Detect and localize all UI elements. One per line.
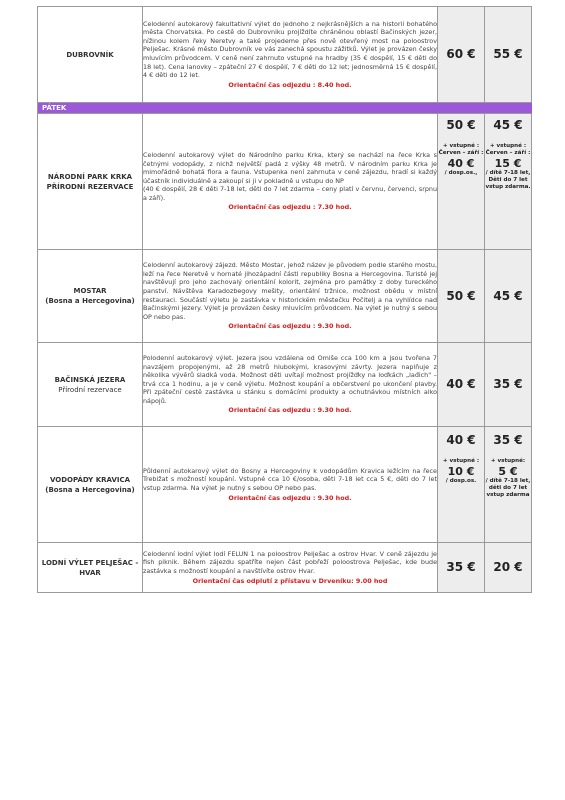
trip-description: Polodenní autokarový výlet. Jezera jsou vzdálena od Omiše cca 100 km a jsou tvořena 7 navzájem propojenými, až 28 metrů hlubokými, krasovými závrty. Jezera naplňuje z několika vývěrů sladká voda. Možnost děti uvítají možnost projížďky na loďkách „lađich" – trvá cca 1 hodinu, a je v ceně výletu. Možnost koupání a občerstvení po ukončení plavby. Při zpáteční cestě zastávka u stánku s domácími produkty a ochutnávkou místních alko nápojů. Orientační čas odjezdu : 9.30 hod. [143,343,438,427]
trip-description-text: Celodenní autokarový fakultativní výlet do jednoho z nejkrásnějších a na historii bohatého města Chorvatska. Po cestě do Dubrovniku projíždíte chráněnou oblastí Bačinských jezer, nížinou kolem řeky Neretvy a také projedeme přes nově otevřený most na poloostrov Pelješac. Krásné město Dubrovník ve vás zanechá spoustu zážitků. Výlet je provázen česky mluvícím průvodcem. V ceně není zahrnuto vstupné na hradby (35 € dospělí, 15 € děti do 18 let). Cena lanovky – zpáteční 27 € dospělí, 7 € děti do 12 let; jednosměrná 15 € dospělí, 4 € děti do 12 let. [143,19,437,80]
price-child: 45 € + vstupné : Červen – září : 15 € / dítě 7-18 let, Děti do 7 let vstup zdarma. [485,114,532,250]
table-row [38,343,532,427]
departure-time: Orientační čas odjezdu : 9.30 hod. [228,493,352,502]
price-adult: 50 € + vstupné : Červen – září : 40 € / dosp.os., [438,114,485,250]
trip-name: MOSTAR (Bosna a Hercegovina) [38,250,143,343]
departure-time: Orientační čas odjezdu : 9.30 hod. [228,322,352,331]
trips-table [37,6,532,593]
trip-name: VODOPÁDY KRAVICA (Bosna a Hercegovina) [38,427,143,543]
price-child: 45 € [485,250,532,343]
departure-time: Orientační čas odjezdu : 9.30 hod. [228,406,352,415]
trip-description: Celodenní autokarový zájezd. Město Mostar, jehož název je původem podle starého mostu, leží na řece Neretvě v hornaté jihozápadní části republiky Bosna a Hercegovina. Turisté jej navštěvují pro jeho zachovalý orientální kolorit, zejména pro památky z doby tureckého panství. Návštěva Karadozbegovy mešity, orientální tržnice, možnost obědu v místní restauraci. Součástí výletu je zastávka v historickém městečku Počitelj a na vyhlídce nad Bačinskými jezery. Výlet je provázen česky mluvícím průvodcem. Na výlet je nutný s sebou OP nebo pas. Orientační čas odjezdu : 9.30 hod. [143,250,438,343]
price-adult: 40 € + vstupné : 10 € / dosp.os. [438,427,485,543]
day-header [38,103,532,114]
departure-time: Orientační čas odplutí z přístavu v Drveníku: 9.00 hod [192,576,388,585]
trip-description [143,7,438,103]
trip-name-label: DUBROVNÍK [66,50,114,59]
price-child: 35 € + vstupné: 5 € / dítě 7-18 let, děti do 7 let vstup zdarma [485,427,532,543]
trip-description: Celodenní autokarový výlet do Národního parku Krka, který se nachází na řece Krka s četnými vodopády, z nichž největší padá z výšky 48 metrů. V národním parku Krka je mimořádně bohatá flora a fauna. Vstupenka není zahrnuta v ceně zájezdu, hradí si každý účastník individuálně a zakoupí si ji v pokladně u vstupu do NP (40 € dospělí, 28 € děti 7-18 let, děti do 7 let zdarma – ceny platí v červnu, červenci, srpnu a září). Orientační čas odjezdu : 7.30 hod. [143,114,438,250]
price-adult: 50 € [438,250,485,343]
trip-name: NÁRODNÍ PARK KRKA PŘÍRODNÍ REZERVACE [38,114,143,250]
trip-description: Celodenní lodní výlet lodí FELUN 1 na poloostrov Pelješac a ostrov Hvar. V ceně zájezdu je fish piknik. Během zájezdu spatříte nejen část pobřeží poloostrova Pelješac, kde bude zastávka s možností koupání a navštívíte ostrov Hvar. Orientační čas odplutí z přístavu v Drveníku: 9.00 hod [143,543,438,593]
price-adult: 60 € [438,7,485,103]
table-row [38,543,532,593]
table-row [38,114,532,250]
departure-time: Orientační čas odjezdu : 8.40 hod. [228,80,352,89]
table-row [38,427,532,543]
price-adult: 40 € [438,343,485,427]
price-adult: 35 € [438,543,485,593]
trip-description: Půldenní autokarový výlet do Bosny a Hercegoviny k vodopádům Kravica ležícím na řece Trebižat s možností koupání. Vstupné cca 10 €/osoba, děti 7-18 let cca 5 €, děti do 7 let vstup zdarma. Na výlet je nutný s sebou OP nebo pas. Orientační čas odjezdu : 9.30 hod. [143,427,438,543]
trip-name: LODNÍ VÝLET PELJEŠAC - HVAR [38,543,143,593]
table-row [38,250,532,343]
price-child: 55 € [485,7,532,103]
table-row [38,7,532,103]
departure-time: Orientační čas odjezdu : 7.30 hod. [228,203,352,212]
trip-name [38,7,143,103]
price-child: 20 € [485,543,532,593]
price-child: 35 € [485,343,532,427]
trip-name: BAČINSKÁ JEZERA Přírodní rezervace [38,343,143,427]
day-label: PÁTEK [38,103,532,114]
